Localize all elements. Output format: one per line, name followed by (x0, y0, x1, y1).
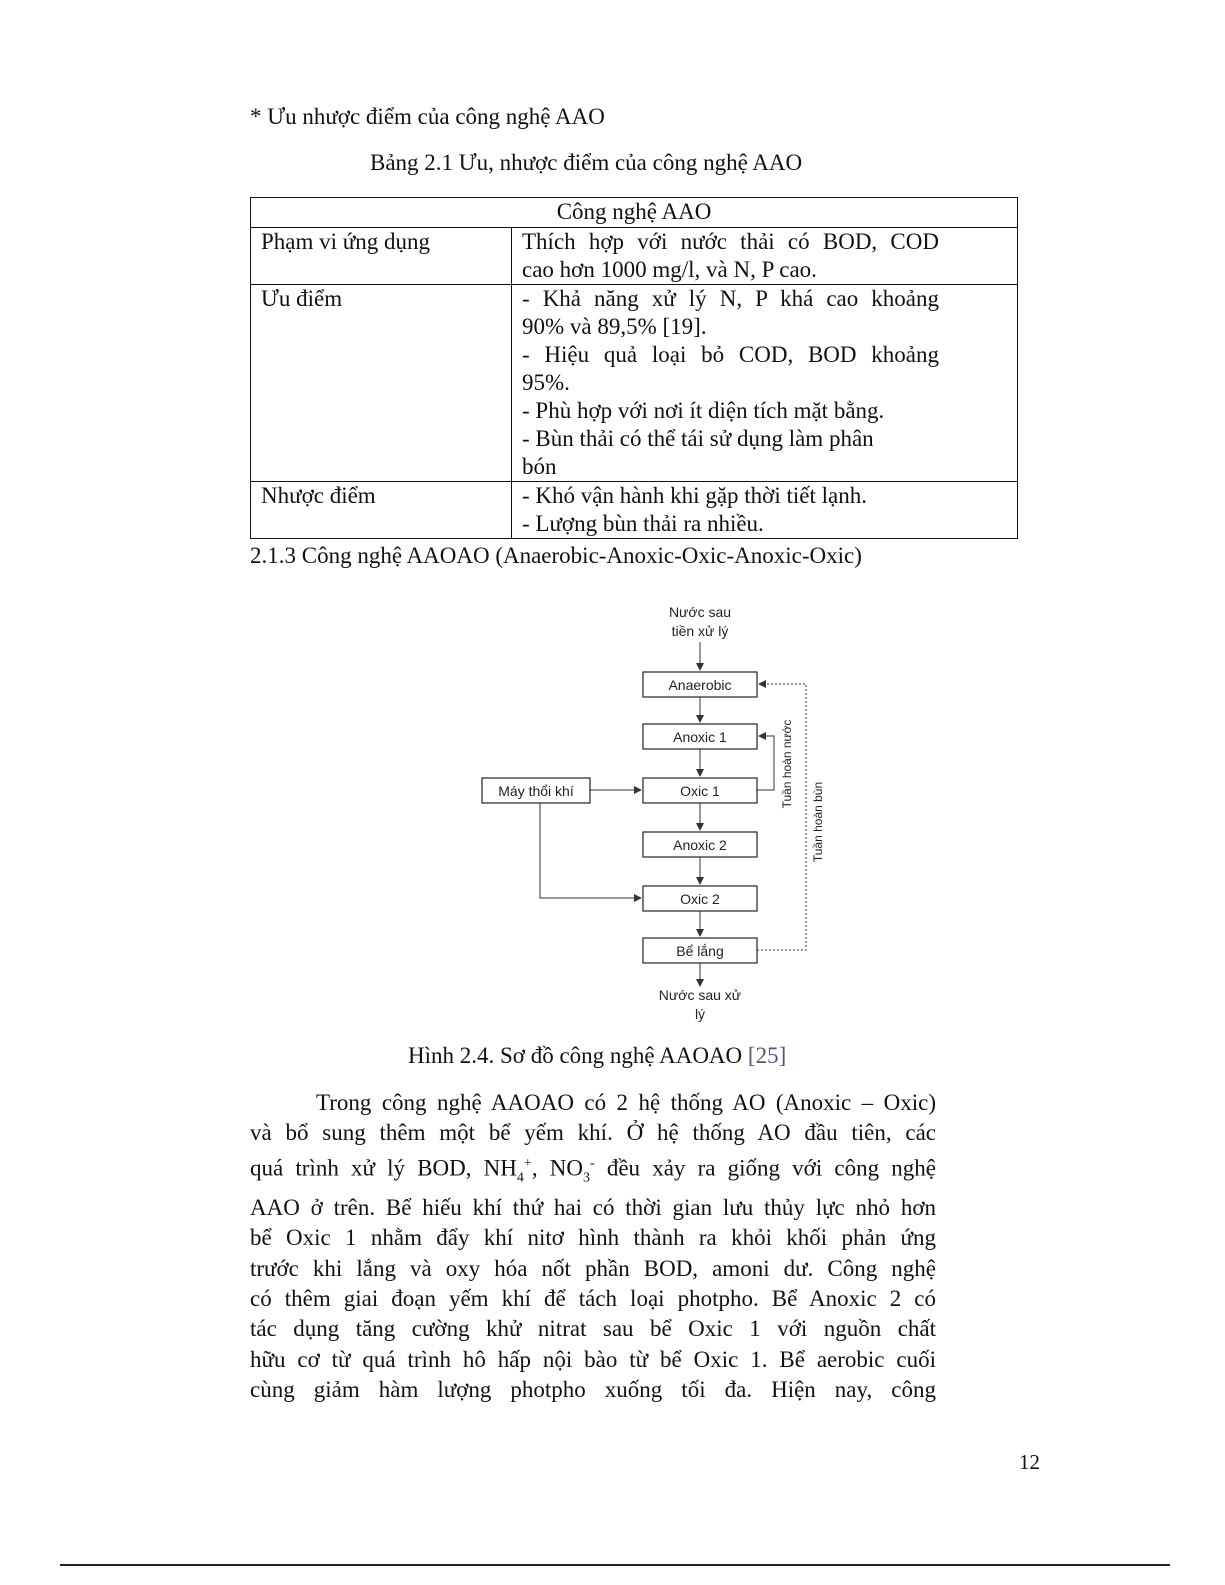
subsection-heading: 2.1.3 Công nghệ AAOAO (Anaerobic-Anoxic-Oxic-Anoxic-Oxic) (250, 543, 862, 568)
table-row (251, 228, 1018, 285)
row-label-disadvantages: Nhược điểm (251, 482, 512, 539)
paragraph-line: Trong công nghệ AAOAO có 2 hệ thống AO (Anoxic – Oxic) (316, 1090, 936, 1115)
cell-line: - Lượng bùn thải ra nhiều. (522, 511, 764, 536)
row-content-disadvantages (512, 482, 1018, 539)
figure-caption (408, 1041, 786, 1071)
table-row (251, 482, 1018, 539)
cell-line: - Hiệu quả loại bỏ COD, BOD khoảng (522, 342, 939, 367)
cell-line: cao hơn 1000 mg/l, và N, P cao. (522, 257, 817, 282)
paragraph-line: hữu cơ từ quá trình hô hấp nội bào từ bể Oxic 1. Bể aerobic cuối (250, 1346, 936, 1372)
anoxic-1-label: Anoxic 1 (673, 729, 727, 745)
output-label-2: lý (694, 1006, 706, 1022)
air-blower-label: Máy thổi khí (498, 783, 574, 799)
paragraph-line: bể Oxic 1 nhằm đẩy khí nitơ hình thành ra khỏi khối phản ứng (250, 1225, 936, 1251)
air-arrow-oxic-2 (540, 803, 641, 898)
paragraph-line: tác dụng tăng cường khử nitrat sau bể Oxic 1 với nguồn chất (250, 1316, 936, 1342)
row-content-scope (512, 228, 1018, 285)
table-row (251, 285, 1018, 482)
water-recirculation-label: Tuần hoàn nước (780, 719, 794, 809)
body-paragraph (250, 1088, 936, 1405)
row-label-scope: Phạm vi ứng dụng (251, 228, 512, 285)
output-label-1: Nước sau xử (658, 987, 742, 1003)
paragraph-line: và bổ sung thêm một bể yếm khí. Ở hệ thống AO đầu tiên, các (250, 1120, 936, 1146)
oxic-1-label: Oxic 1 (680, 783, 720, 799)
paragraph-line: cùng giảm hàm lượng photpho xuống tối đa. Hiện nay, công (250, 1376, 936, 1402)
anoxic-2-label: Anoxic 2 (673, 837, 727, 853)
cell-line: bón (522, 454, 557, 479)
settling-tank-label: Bể lắng (676, 943, 724, 959)
table-caption: Bảng 2.1 Ưu, nhược điểm của công nghệ AAO (370, 150, 803, 175)
cell-line: - Bùn thải có thể tái sử dụng làm phân (522, 426, 874, 451)
cell-line: - Khó vận hành khi gặp thời tiết lạnh. (522, 483, 867, 508)
comparison-table (250, 197, 1018, 539)
process-flow-diagram (470, 598, 840, 1028)
row-content-advantages (512, 285, 1018, 482)
input-label-2: tiền xử lý (671, 623, 729, 639)
oxic-2-label: Oxic 2 (680, 891, 720, 907)
section-subtitle: * Ưu nhược điểm của công nghệ AAO (250, 104, 605, 129)
bottom-divider (60, 1564, 1170, 1566)
sludge-recirculation-label: Tuần hoàn bùn (811, 781, 825, 863)
table-title-row (251, 198, 1018, 228)
page-number: 12 (1019, 1450, 1040, 1474)
paragraph-line: trước khi lắng và oxy hóa nốt phần BOD, amoni dư. Công nghệ (250, 1255, 936, 1281)
cell-line: - Khả năng xử lý N, P khá cao khoảng (522, 286, 939, 311)
input-label-1: Nước sau (668, 604, 732, 620)
anaerobic-label: Anaerobic (668, 677, 732, 693)
cell-line: Thích hợp với nước thải có BOD, COD (522, 229, 939, 254)
figure-caption-text: Hình 2.4. Sơ đồ công nghệ AAOAO (408, 1043, 743, 1068)
figure-reference: [25] (747, 1043, 787, 1068)
paragraph-line: có thêm giai đoạn yếm khí để tách loại photpho. Bể Anoxic 2 có (250, 1286, 936, 1312)
paragraph-line: AAO ở trên. Bể hiếu khí thứ hai có thời gian lưu thủy lực nhỏ hơn (250, 1195, 936, 1221)
paragraph-line: quá trình xử lý BOD, $NH_4^+$, $NO_3^-$ đều xảy ra giống với công nghệ (250, 1155, 936, 1185)
table-title: Công nghệ AAO (251, 198, 1018, 228)
cell-line: - Phù hợp với nơi ít diện tích mặt bằng. (522, 398, 885, 423)
water-recirculation-line (757, 736, 774, 790)
cell-line: 95%. (522, 370, 570, 395)
cell-line: 90% và 89,5% [19]. (522, 314, 707, 339)
row-label-advantages: Ưu điểm (251, 285, 512, 482)
